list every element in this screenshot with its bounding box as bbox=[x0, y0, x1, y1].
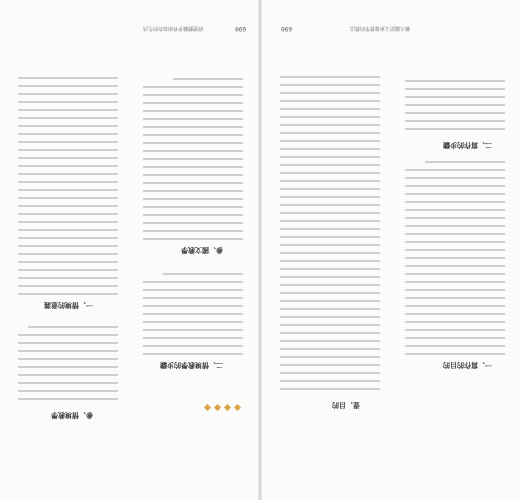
section-heading: 一、寫作的目的 bbox=[443, 361, 492, 369]
left-running-head: 經歷體驗世界與寫作的生活 bbox=[142, 25, 203, 31]
section-heading: 一、情境的意義 bbox=[44, 301, 93, 309]
right-running-head: 擴大國語文素養教學的教法 bbox=[349, 25, 410, 31]
left-folio: 690 bbox=[235, 25, 246, 32]
decor-diamond bbox=[204, 404, 211, 411]
section-heading: 二、寫作的步驟 bbox=[443, 141, 492, 149]
decor-diamond bbox=[224, 404, 231, 411]
section-heading: 壹、目的 bbox=[332, 401, 360, 409]
right-page bbox=[262, 0, 520, 500]
section-heading: 參、國文教學 bbox=[181, 246, 223, 254]
section-heading: 參、情境教學 bbox=[51, 411, 93, 419]
left-page bbox=[0, 0, 258, 500]
decor-diamond bbox=[214, 404, 221, 411]
right-folio: 690 bbox=[281, 25, 292, 32]
section-heading: 二、情境教學的步驟 bbox=[160, 361, 223, 369]
decor-diamond bbox=[234, 404, 241, 411]
